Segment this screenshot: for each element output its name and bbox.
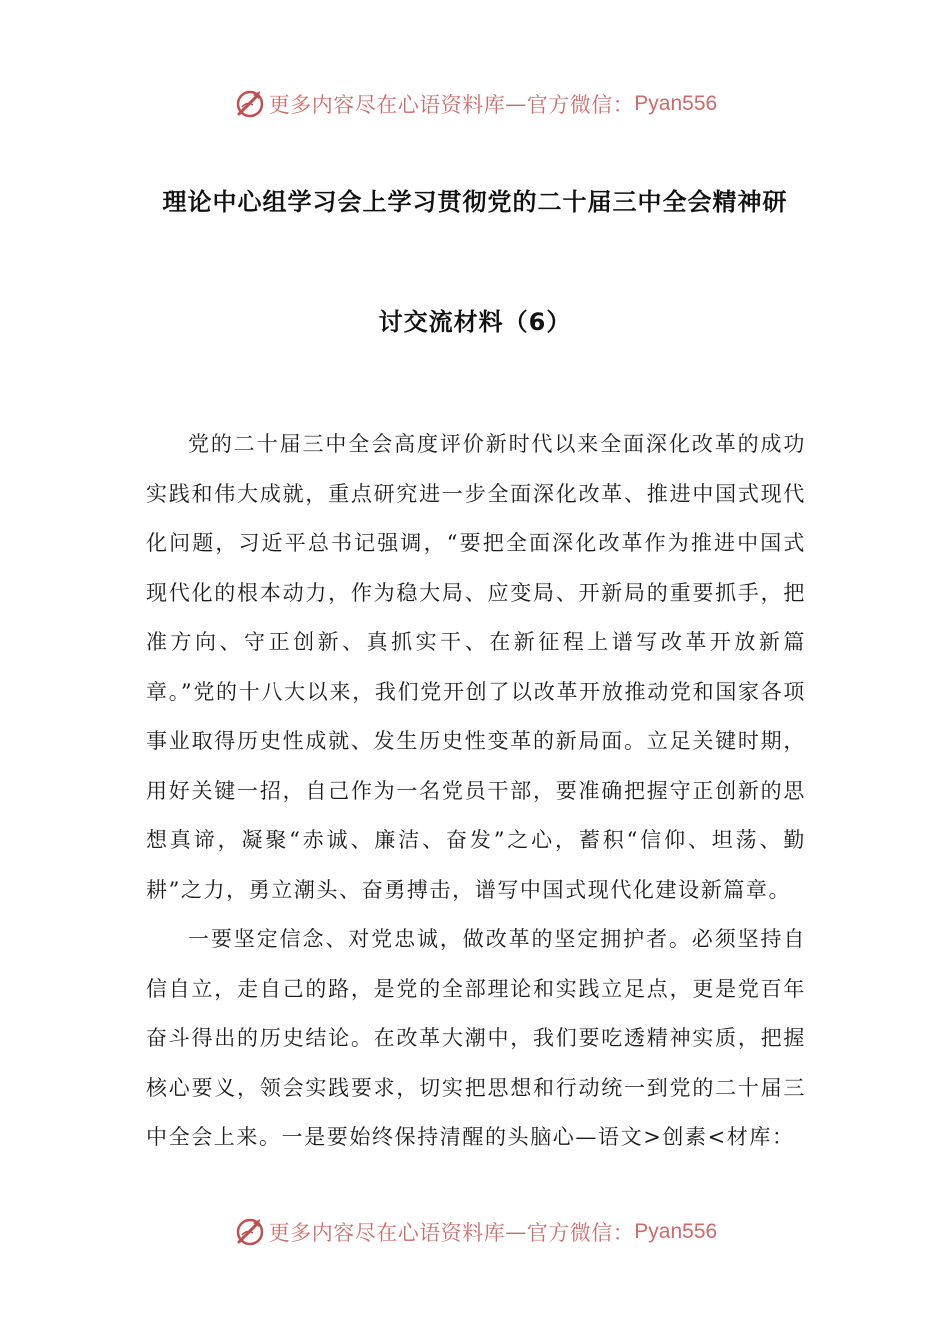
document-title-line-2: 讨交流材料（6） bbox=[378, 308, 572, 336]
footer-watermark bbox=[0, 1212, 950, 1252]
paragraph: 党的二十届三中全会高度评价新时代以来全面深化改革的成功实践和伟大成就，重点研究进一步全面深化改革、推进中国式现代化问题，习近平总书记强调，“要把全面深化改革作为推进中国式现代化的根本动力，作为稳大局、应变局、开新局的重要抓手，把准方向、守正创新、真抓实干、在新征程上谱写改革开放新篇章。”党的十八大以来，我们党开创了以改革开放推动党和国家各项事业取得历史性成就、发生历史性变革的新局面。立足关键时期，用好关键一招，自己作为一名党员干部，要准确把握守正创新的思想真谛，凝聚“赤诚、廉洁、奋发”之心，蓄积“信仰、坦荡、勤耕”之力，勇立潮头、奋勇搏击，谱写中国式现代化建设新篇章。 bbox=[146, 432, 806, 902]
watermark-official: 官方微信： bbox=[526, 93, 635, 117]
document-title-line-1: 理论中心组学习会上学习贯彻党的二十届三中全会精神研 bbox=[162, 188, 788, 216]
watermark-text: 更多内容尽在心语资料库 bbox=[268, 93, 506, 117]
watermark-official: 官方微信： bbox=[526, 1221, 635, 1245]
header-watermark bbox=[0, 84, 950, 124]
pen-circle-logo-icon bbox=[233, 87, 267, 121]
pen-circle-logo-icon bbox=[233, 1215, 267, 1249]
paragraph: 一要坚定信念、对党忠诚，做改革的坚定拥护者。必须坚持自信自立，走自己的路，是党的全部理论和实践立足点，更是党百年奋斗得出的历史结论。在改革大潮中，我们要吃透精神实质，把握核心要义，领会实践要求，切实把思想和行动统一到党的二十届三中全会上来。一是要始终保持清醒的头脑心—语文>创素<材库： bbox=[146, 927, 806, 1149]
watermark-dash: — bbox=[505, 92, 527, 116]
document-body bbox=[146, 420, 806, 1163]
watermark-handle: Pyan556 bbox=[634, 1220, 718, 1243]
watermark-handle: Pyan556 bbox=[634, 92, 718, 115]
watermark-text: 更多内容尽在心语资料库 bbox=[268, 1221, 506, 1245]
watermark-dash: — bbox=[505, 1220, 527, 1244]
